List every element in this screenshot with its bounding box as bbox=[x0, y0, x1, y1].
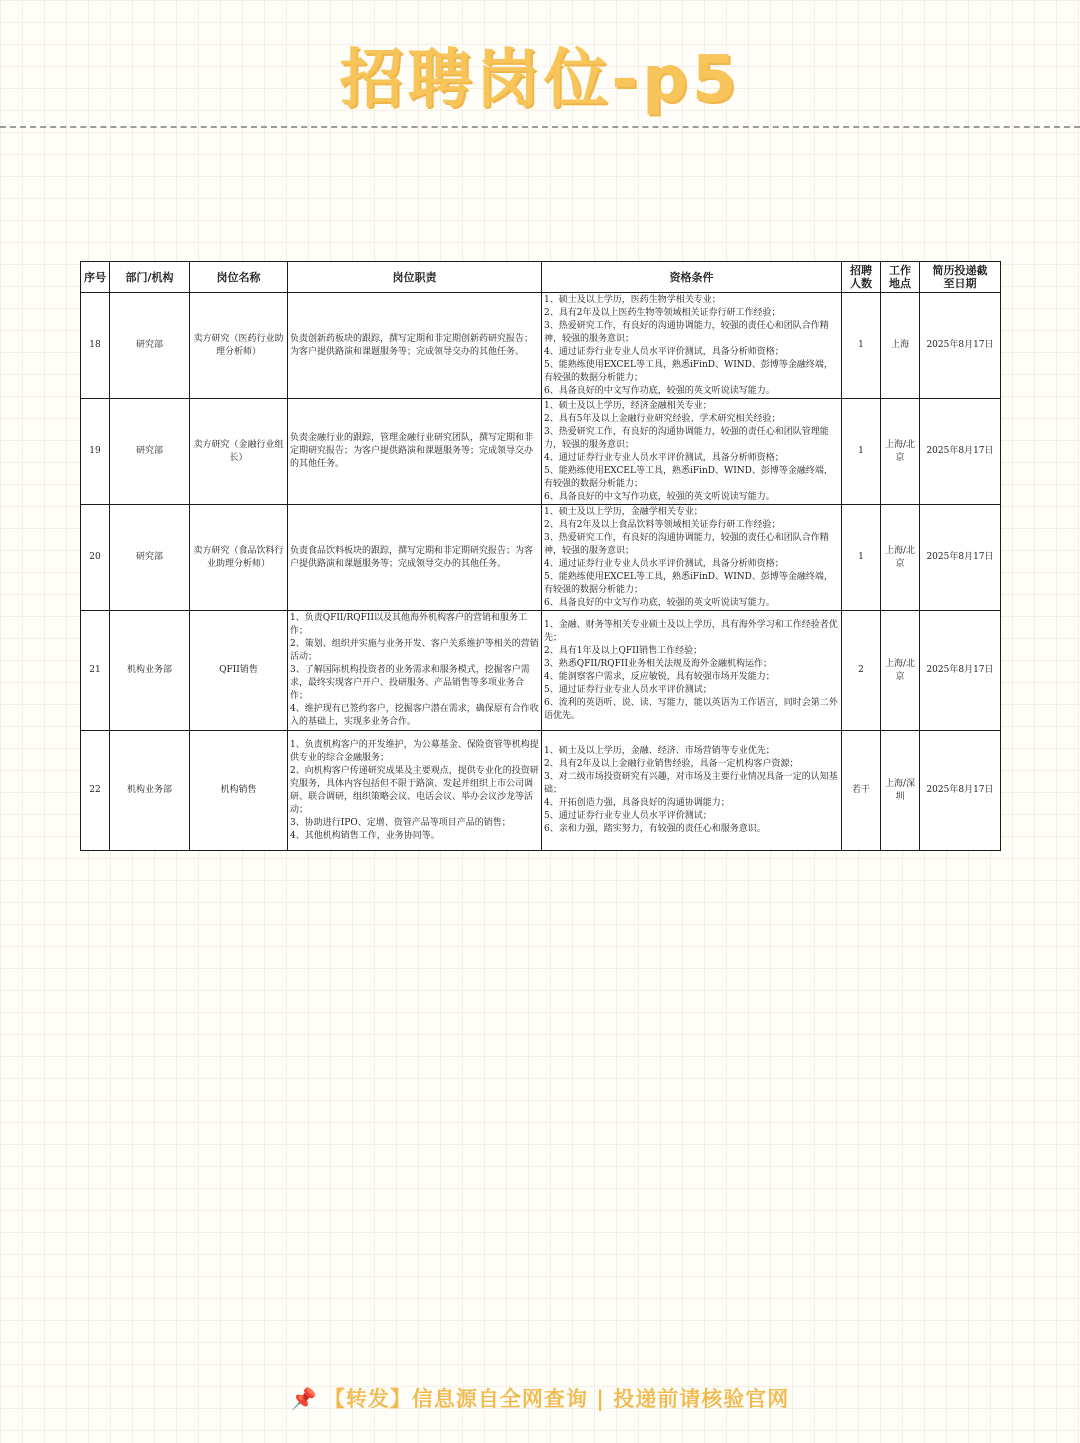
cell-dept: 研究部 bbox=[110, 505, 190, 611]
header-requirements: 资格条件 bbox=[542, 262, 842, 293]
header-seq: 序号 bbox=[81, 262, 110, 293]
cell-position: 卖方研究（金融行业组长） bbox=[190, 399, 288, 505]
cell-position: 卖方研究（医药行业助理分析师） bbox=[190, 293, 288, 399]
table-row bbox=[81, 611, 1001, 731]
job-table bbox=[80, 261, 1001, 851]
cell-count: 2 bbox=[842, 611, 881, 731]
cell-duties: 负责金融行业的跟踪，管理金融行业研究团队，撰写定期和非定期研究报告；为客户提供路演和课题服务等；完成领导交办的其他任务。 bbox=[288, 399, 542, 505]
cell-requirements: 1、硕士及以上学历，医药生物学相关专业； 2、具有2年及以上医药生物等领域相关证券行研工作经验； 3、热爱研究工作，有良好的沟通协调能力，较强的责任心和团队合作精神，较强的服务意识； 4、通过证券行业专业人员水平评价测试，具备分析师资格； 5、能熟练使用EXCEL等工具，熟悉iFinD、WIND、彭博等金融终端，有较强的数据分析能力； 6、具备良好的中文写作功底，较强的英文听说读写能力。 bbox=[542, 293, 842, 399]
cell-position: 卖方研究（食品饮料行业助理分析师） bbox=[190, 505, 288, 611]
cell-seq: 19 bbox=[81, 399, 110, 505]
table-row bbox=[81, 399, 1001, 505]
cell-location: 上海/北京 bbox=[881, 611, 920, 731]
footer-note bbox=[0, 1383, 1080, 1413]
cell-seq: 21 bbox=[81, 611, 110, 731]
page-title: 招聘岗位-p5 bbox=[339, 43, 741, 117]
cell-deadline: 2025年8月17日 bbox=[920, 293, 1001, 399]
table-row bbox=[81, 731, 1001, 851]
cell-location: 上海/北京 bbox=[881, 505, 920, 611]
table-header-row bbox=[81, 262, 1001, 293]
cell-requirements: 1、硕士及以上学历，经济金融相关专业； 2、具有5年及以上金融行业研究经验、学术研究相关经验； 3、热爱研究工作，有良好的沟通协调能力，较强的责任心和团队管理能力，较强的服务意识； 4、通过证券行业专业人员水平评价测试，具备分析师资格； 5、能熟练使用EXCEL等工具，熟悉iFinD、WIND、彭博等金融终端，有较强的数据分析能力； 6、具备良好的中文写作功底，较强的英文听说读写能力。 bbox=[542, 399, 842, 505]
cell-deadline: 2025年8月17日 bbox=[920, 399, 1001, 505]
cell-dept: 研究部 bbox=[110, 399, 190, 505]
cell-duties: 负责创新药板块的跟踪，撰写定期和非定期创新药研究报告；为客户提供路演和课题服务等；完成领导交办的其他任务。 bbox=[288, 293, 542, 399]
pushpin-icon: 📌 bbox=[290, 1387, 318, 1411]
dashed-divider bbox=[0, 126, 1080, 128]
cell-dept: 机构业务部 bbox=[110, 611, 190, 731]
cell-requirements: 1、硕士及以上学历，金融学相关专业； 2、具有2年及以上食品饮料等领域相关证券行研工作经验； 3、热爱研究工作，有良好的沟通协调能力，较强的责任心和团队合作精神，较强的服务意识； 4、通过证券行业专业人员水平评价测试，具备分析师资格； 5、能熟练使用EXCEL等工具，熟悉iFinD、WIND、彭博等金融终端，有较强的数据分析能力； 6、具备良好的中文写作功底，较强的英文听说读写能力。 bbox=[542, 505, 842, 611]
header-location: 工作 地点 bbox=[881, 262, 920, 293]
cell-duties: 1、负责机构客户的开发维护，为公募基金、保险资管等机构提供专业的综合金融服务； 2、向机构客户传递研究成果及主要观点，提供专业化的投资研究服务，具体内容包括但不限于路演、发起并组织上市公司调研、联合调研，组织策略会议、电话会议、举办会议沙龙等活动； 3、协助进行IPO、定增、资管产品等项目产品的销售； 4、其他机构销售工作，业务协同等。 bbox=[288, 731, 542, 851]
cell-location: 上海/北京 bbox=[881, 399, 920, 505]
cell-count: 1 bbox=[842, 293, 881, 399]
cell-duties: 负责食品饮料板块的跟踪，撰写定期和非定期研究报告；为客户提供路演和课题服务等；完成领导交办的其他任务。 bbox=[288, 505, 542, 611]
table-row bbox=[81, 505, 1001, 611]
cell-deadline: 2025年8月17日 bbox=[920, 505, 1001, 611]
cell-seq: 18 bbox=[81, 293, 110, 399]
header-position: 岗位名称 bbox=[190, 262, 288, 293]
header-deadline: 简历投递截 至日期 bbox=[920, 262, 1001, 293]
cell-location: 上海 bbox=[881, 293, 920, 399]
cell-seq: 20 bbox=[81, 505, 110, 611]
cell-seq: 22 bbox=[81, 731, 110, 851]
cell-position: QFII销售 bbox=[190, 611, 288, 731]
cell-deadline: 2025年8月17日 bbox=[920, 731, 1001, 851]
header-duties: 岗位职责 bbox=[288, 262, 542, 293]
header-dept: 部门/机构 bbox=[110, 262, 190, 293]
cell-position: 机构销售 bbox=[190, 731, 288, 851]
cell-requirements: 1、硕士及以上学历，金融、经济、市场营销等专业优先； 2、具有2年及以上金融行业销售经验，具备一定机构客户资源； 3、对二级市场投资研究有兴趣，对市场及主要行业情况具备一定的认知基础； 4、开拓创造力强，具备良好的沟通协调能力； 5、通过证券行业专业人员水平评价测试； 6、亲和力强，踏实努力，有较强的责任心和服务意识。 bbox=[542, 731, 842, 851]
cell-requirements: 1、金融、财务等相关专业硕士及以上学历，具有海外学习和工作经验者优先； 2、具有1年及以上QFII销售工作经验； 3、熟悉QFII/RQFII业务相关法规及海外金融机构运作； 4、能洞察客户需求，反应敏锐，具有较强市场开发能力； 5、通过证券行业专业人员水平评价测试； 6、流利的英语听、说、读、写能力，能以英语为工作语言，同时会第二外语优先。 bbox=[542, 611, 842, 731]
cell-dept: 研究部 bbox=[110, 293, 190, 399]
cell-dept: 机构业务部 bbox=[110, 731, 190, 851]
cell-count: 若干 bbox=[842, 731, 881, 851]
table-row bbox=[81, 293, 1001, 399]
cell-duties: 1、负责QFII/RQFII以及其他海外机构客户的营销和服务工作； 2、策划、组织并实施与业务开发、客户关系维护等相关的营销活动； 3、了解国际机构投资者的业务需求和服务模式，挖掘客户需求，最终实现客户开户、投研服务、产品销售等多项业务合作； 4、维护现有已签约客户，挖掘客户潜在需求，确保原有合作收入的基础上，实现多业务合作。 bbox=[288, 611, 542, 731]
footer-text: 【转发】信息源自全网查询 | 投递前请核验官网 bbox=[323, 1387, 790, 1411]
cell-count: 1 bbox=[842, 399, 881, 505]
cell-deadline: 2025年8月17日 bbox=[920, 611, 1001, 731]
cell-location: 上海/深圳 bbox=[881, 731, 920, 851]
header-count: 招聘 人数 bbox=[842, 262, 881, 293]
cell-count: 1 bbox=[842, 505, 881, 611]
